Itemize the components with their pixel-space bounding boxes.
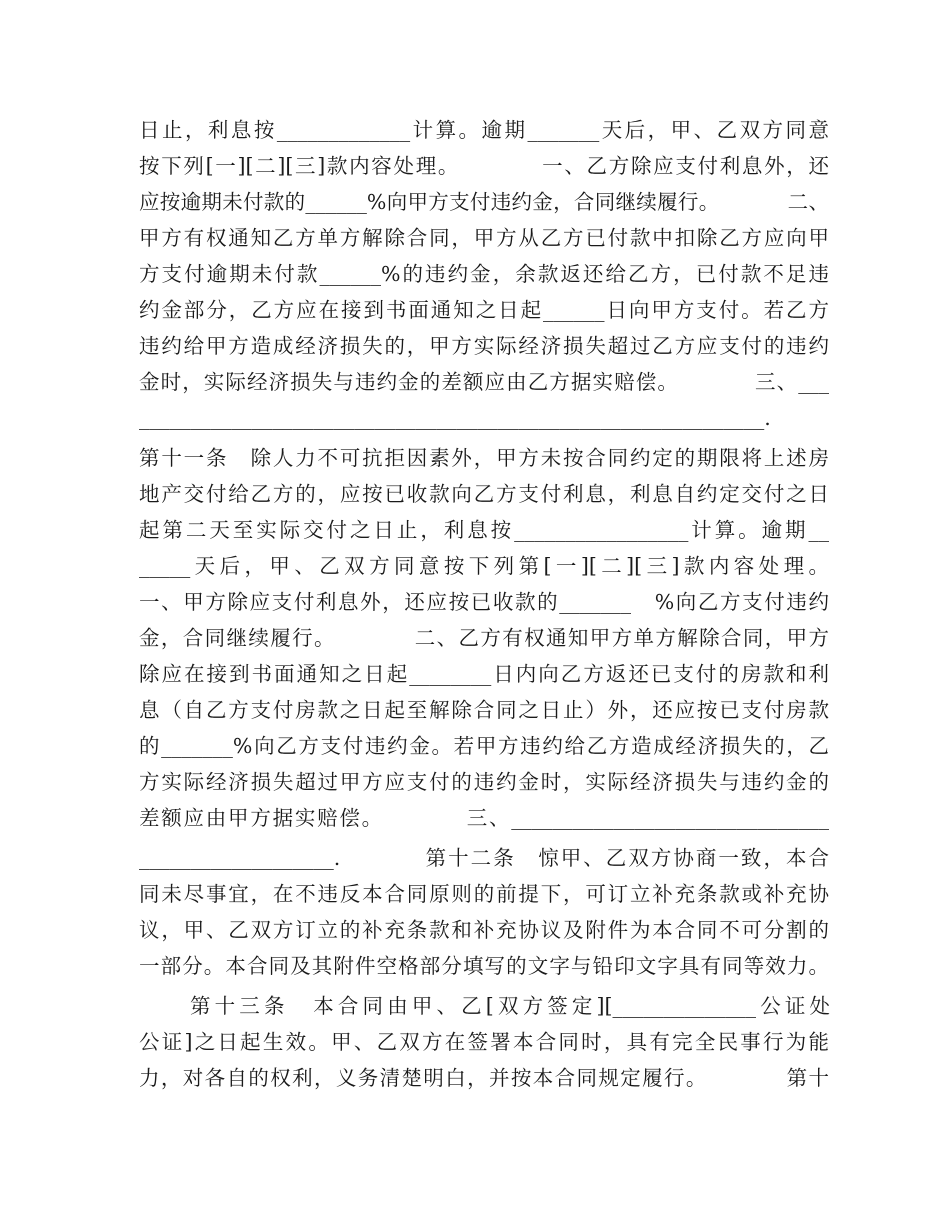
- text-line: 同未尽事宜，在不违反本合同原则的前提下，可订立补充条款或补充协: [139, 882, 829, 906]
- article-11-line: 第十一条 除人力不可抗拒因素外，甲方未按合同约定的期限将上述房: [139, 446, 829, 470]
- text-line: 起第二天至实际交付之日止，利息按_________________计算。逾期__: [139, 518, 829, 542]
- text-line: 金，合同继续履行。 二、乙方有权通知甲方单方解除合同，甲方: [139, 626, 829, 650]
- text-line: 息（自乙方支付房款之日起至解除合同之日止）外，还应按已支付房款: [139, 698, 829, 722]
- text-line: 力，对各自的权利，义务清楚明白，并按本合同规定履行。 第十: [139, 1066, 829, 1090]
- text-line: 金时，实际经济损失与违约金的差额应由乙方据实赔偿。 三、___: [139, 370, 829, 394]
- text-line: 一部分。本合同及其附件空格部分填写的文字与铅印文字具有同等效力。: [139, 954, 829, 978]
- text-line: _____________________________________________________________.: [139, 406, 771, 430]
- article-13-line: 第十三条 本合同由甲、乙[双方签定][______________公证处: [190, 994, 830, 1018]
- article-12-line: ___________________. 第十二条 惊甲、乙双方协商一致，本合: [139, 846, 829, 870]
- text-line: 甲方有权通知乙方单方解除合同，甲方从乙方已付款中扣除乙方应向甲: [139, 226, 829, 250]
- text-line: 按下列[一][二][三]款内容处理。 一、乙方除应支付利息外，还: [139, 154, 829, 178]
- text-line: 地产交付给乙方的，应按已收款向乙方支付利息，利息自约定交付之日: [139, 482, 829, 506]
- text-line: 的_______%向乙方支付违约金。若甲方违约给乙方造成经济损失的，乙: [139, 734, 829, 758]
- text-line: 议，甲、乙双方订立的补充条款和补充协议及附件为本合同不可分割的: [139, 918, 829, 942]
- text-line: 除应在接到书面通知之日起________日内向乙方返还已支付的房款和利: [139, 662, 829, 686]
- text-line: 差额应由甲方据实赔偿。 三、_______________________________: [139, 806, 829, 830]
- text-line: 一、甲方除应支付利息外，还应按已收款的_______ %向乙方支付违约: [139, 590, 829, 614]
- text-line: 公证]之日起生效。甲、乙双方在签署本合同时，具有完全民事行为能: [139, 1030, 829, 1054]
- text-line: 日止，利息按_____________计算。逾期_______天后，甲、乙双方同意: [139, 118, 829, 142]
- text-line: 违约给甲方造成经济损失的，甲方实际经济损失超过乙方应支付的违约: [139, 334, 829, 358]
- text-line: 应按逾期未付款的______%向甲方支付违约金，合同继续履行。 二、: [139, 190, 829, 214]
- text-line: _____天后，甲、乙双方同意按下列第[一][二][三]款内容处理。: [139, 554, 829, 578]
- text-line: 约金部分，乙方应在接到书面通知之日起______日向甲方支付。若乙方: [139, 298, 829, 322]
- text-line: 方实际经济损失超过甲方应支付的违约金时，实际经济损失与违约金的: [139, 770, 829, 794]
- text-line: 方支付逾期未付款______%的违约金，余款返还给乙方，已付款不足违: [139, 262, 829, 286]
